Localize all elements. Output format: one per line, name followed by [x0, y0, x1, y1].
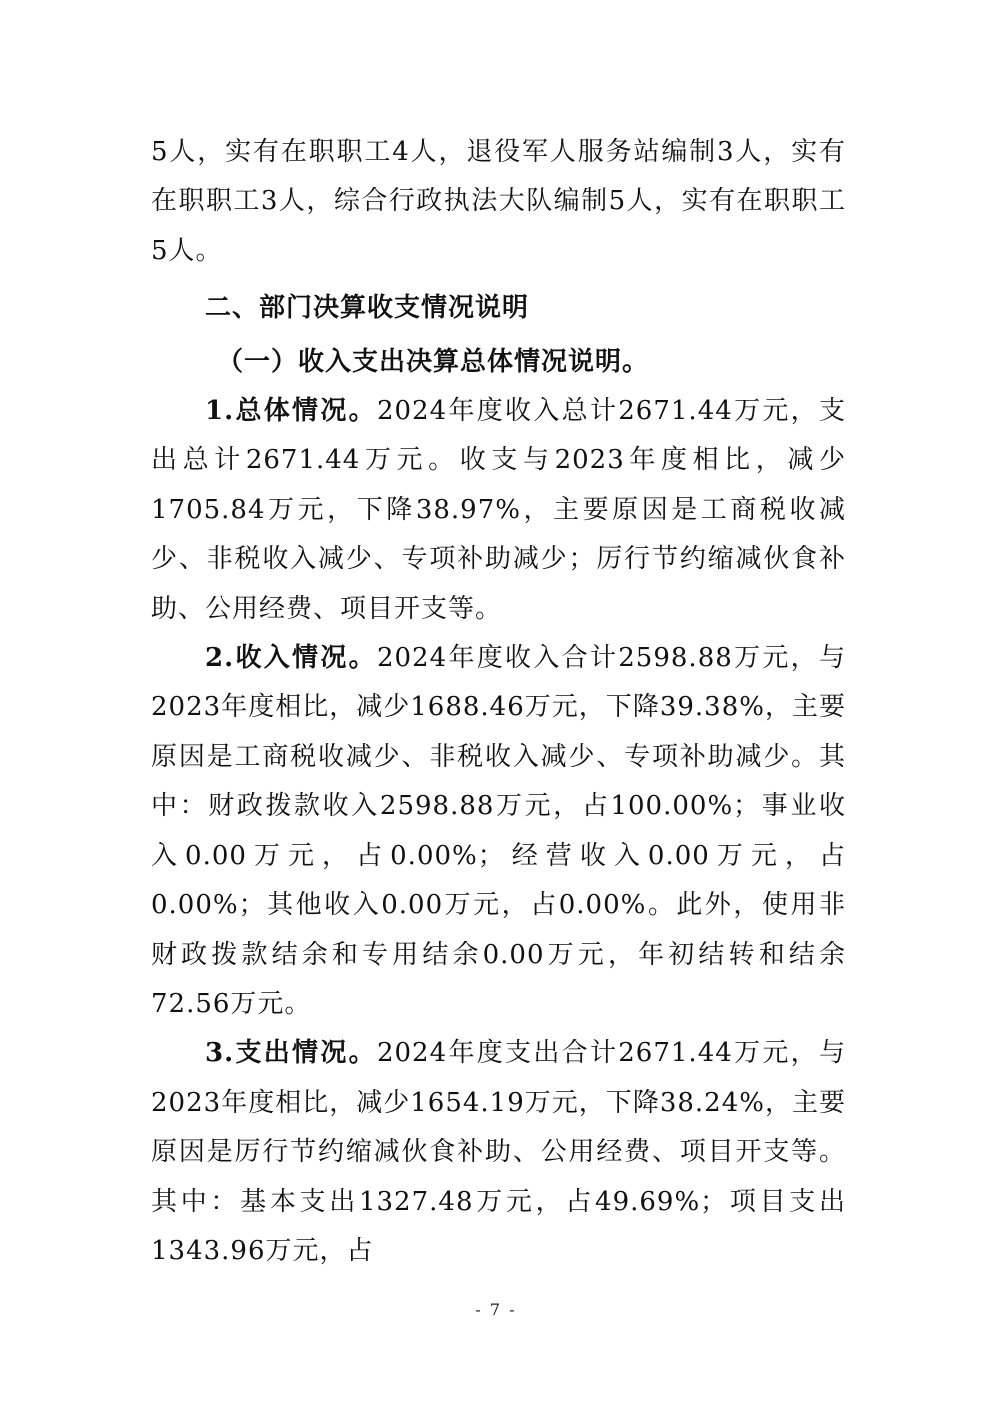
subsection-heading: （一）收入支出决算总体情况说明。	[217, 346, 650, 377]
paragraph-expenditure	[151, 1029, 846, 1276]
paragraph-overall-text: 2024年度收入总计2671.44万元，支出总计2671.44万元。收支与2023年度相比，减少1705.84万元，下降38.97%，主要原因是工商税收减少、非税收入减少、专项补助减少；厉行节约缩减伙食补助、公用经费、项目开支等。	[151, 396, 846, 624]
paragraph-continuation: 5人，实有在职职工4人，退役军人服务站编制3人，实有在职职工3人，综合行政执法大队编制5人，实有在职职工5人。	[151, 137, 846, 266]
section-heading: 二、部门决算收支情况说明	[205, 293, 530, 324]
paragraph-income-text: 2024年度收入合计2598.88万元，与2023年度相比，减少1688.46万元，下降39.38%，主要原因是工商税收减少、非税收入减少、专项补助减少。其中：财政拨款收入2598.88万元，占100.00%；事业收入0.00万元，占0.00%；经营收入0.00万元，占0.00%；其他收入0.00万元，占0.00%。此外，使用非财政拨款结余和专用结余0.00万元，年初结转和结余72.56万元。	[151, 643, 846, 1019]
paragraph-expenditure-text: 2024年度支出合计2671.44万元，与2023年度相比，减少1654.19万元，下降38.24%，主要原因是厉行节约缩减伙食补助、公用经费、项目开支等。其中：基本支出1327.48万元，占49.69%；项目支出1343.96万元，占	[151, 1038, 846, 1266]
paragraph-overall	[151, 387, 846, 634]
page-number: - 7 -	[475, 1300, 517, 1319]
paragraph-expenditure-lead: 3.支出情况。	[205, 1038, 377, 1069]
paragraph-income	[151, 634, 846, 1029]
paragraph-income-lead: 2.收入情况。	[205, 643, 377, 674]
paragraph-overall-lead: 1.总体情况。	[205, 396, 377, 427]
document-body	[151, 128, 846, 1276]
